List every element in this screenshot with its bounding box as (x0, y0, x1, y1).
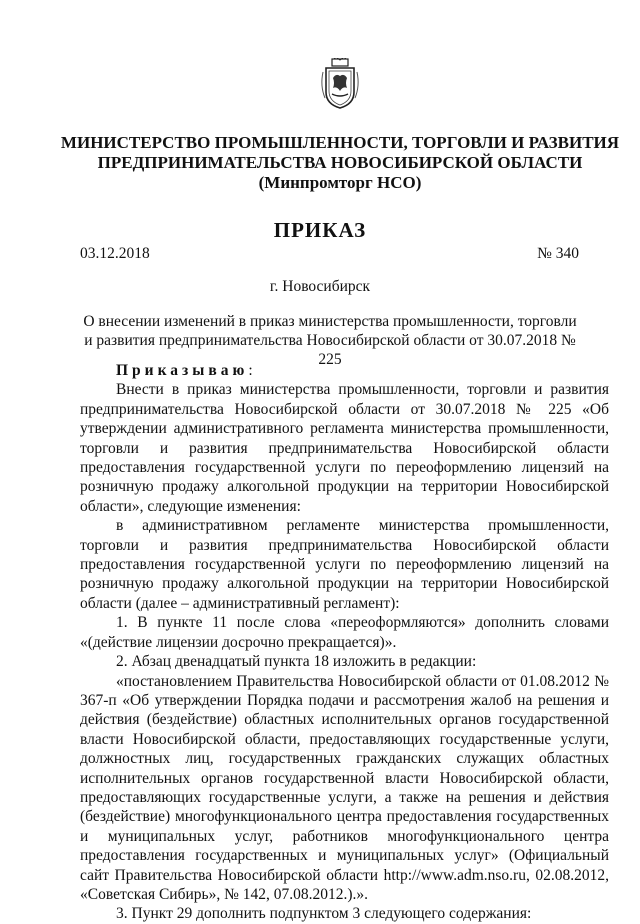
document-body (80, 361, 609, 924)
order-heading (80, 361, 609, 380)
document-number: № 340 (537, 245, 579, 262)
coat-of-arms-icon (318, 58, 362, 110)
body-paragraph: 3. Пункт 29 дополнить подпунктом 3 следующего содержания: (116, 905, 532, 923)
organization-name-line-1: МИНИСТЕРСТВО ПРОМЫШЛЕННОСТИ, ТОРГОВЛИ И РАЗВИТИЯ (60, 133, 620, 152)
body-paragraph: в административном регламенте министерства промышленности, торговли и развития предпринимательства Новосибирской области предоставления государственной услуги по переоформлению лицензий на розничную продажу алкогольной продукции на территории Новосибирской области (далее – административный регламент): (80, 517, 609, 612)
organization-short-name: (Минпромторг НСО) (258, 173, 422, 192)
document-subject: О внесении изменений в приказ министерства промышленности, торговли и развития предпринимательства Новосибирской области от 30.07.2018 № 225 (83, 313, 577, 368)
organization-name-line-2: ПРЕДПРИНИМАТЕЛЬСТВА НОВОСИБИРСКОЙ ОБЛАСТИ (97, 153, 583, 172)
order-word: Приказываю (116, 362, 249, 379)
body-paragraph: 1. В пункте 11 после слова «переоформляются» дополнить словами «(действие лицензии досрочно прекращается)». (80, 614, 609, 651)
document-city: г. Новосибирск (269, 278, 371, 295)
body-paragraph: «постановлением Правительства Новосибирской области от 01.08.2012 № 367-п «Об утверждении Порядка подачи и рассмотрения жалоб на решения и действия (бездействие) областных исполнительных органов государственной власти Новосибирской области, предоставляющих государственные услуги, должностных лиц, государственных гражданских служащих областных исполнительных органов государственной власти Новосибирской области, предоставляющих государственные услуги, а также на решения и действия (бездействие) многофункционального центра предоставления государственных и муниципальных услуг, работников многофункционального центра предоставления государственных и муниципальных услуг» (Официальный сайт Правительства Новосибирской области http://www.adm.nso.ru, 02.08.2012, «Советская Сибирь», № 142, 07.08.2012.).». (80, 672, 609, 903)
order-colon: : (248, 362, 253, 379)
document-date: 03.12.2018 (80, 245, 150, 262)
body-paragraph: 2. Абзац двенадцатый пункта 18 изложить в редакции: (116, 653, 477, 671)
body-paragraph: Внести в приказ министерства промышленности, торговли и развития предпринимательства Новосибирской области от 30.07.2018 № 225 «Об утверждении административного регламента министерства промышленности, торговли и развития предпринимательства Новосибирской области предоставления государственной услуги по переоформлению лицензий на розничную продажу алкогольной продукции на территории Новосибирской области», следующие изменения: (80, 381, 609, 515)
document-type-title: ПРИКАЗ (273, 218, 367, 242)
